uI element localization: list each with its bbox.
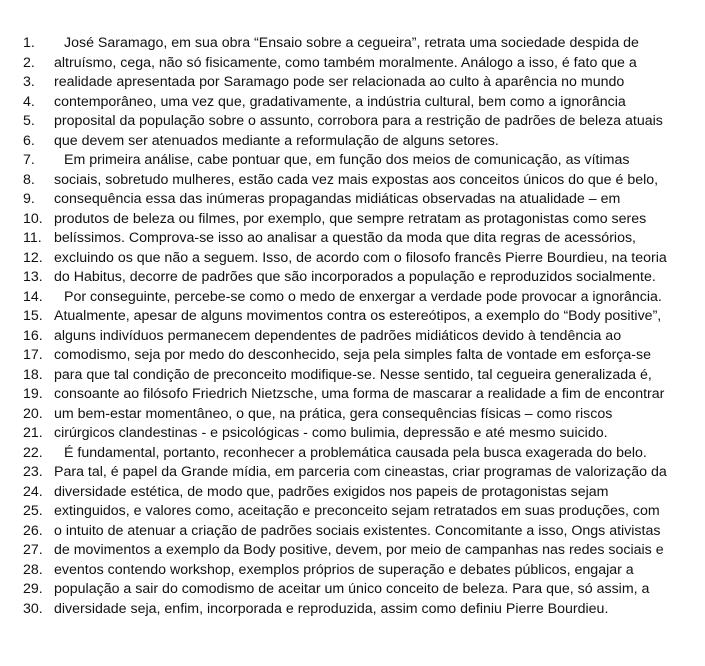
line-number: 26. [23, 522, 43, 539]
line-text: Em primeira análise, cabe pontuar que, em função dos meios de comunicação, as vítimas [64, 152, 630, 168]
line-text: diversidade seja, enfim, incorporada e reproduzida, assim como definiu Pierre Bourdieu. [54, 600, 609, 617]
essay-line [0, 288, 705, 308]
line-text: consequência essa das inúmeras propagandas midiáticas observadas na atualidade – em [54, 191, 621, 207]
essay-line [0, 249, 705, 269]
line-text: proposital da população sobre o assunto, corrobora para a restrição de padrões de beleza atuais [54, 113, 663, 129]
line-text: eventos contendo workshop, exemplos próprios de superação e debates públicos, engajar a [54, 561, 634, 578]
line-number: 9. [23, 191, 35, 207]
line-text: o intuito de atenuar a criação de padrões sociais existentes. Concomitante a isso, Ongs ativistas [54, 522, 661, 539]
line-text: José Saramago, em sua obra “Ensaio sobre a cegueira”, retrata uma sociedade despida de [64, 35, 639, 51]
essay-line [0, 541, 705, 561]
line-text: diversidade estética, de modo que, padrões exigidos nos papeis de protagonistas sejam [54, 483, 609, 500]
line-number: 25. [23, 503, 43, 519]
line-text: para que tal condição de preconceito modifique-se. Nesse sentido, tal cegueira generalizada é, [54, 366, 652, 383]
essay-line [0, 190, 705, 210]
essay-line [0, 229, 705, 249]
line-number: 29. [23, 581, 43, 597]
line-number: 30. [23, 600, 43, 617]
essay-line [0, 424, 705, 444]
line-text: do Habitus, decorre de padrões que são incorporados a população e reproduzidos socialmente. [54, 269, 656, 285]
line-number: 23. [23, 464, 43, 480]
line-number: 8. [23, 171, 35, 188]
line-text: consoante ao filósofo Friedrich Nietzsche, uma forma de mascarar a realidade a fim de encontrar [54, 386, 665, 402]
line-text: Por conseguinte, percebe-se como o medo de enxergar a verdade pode provocar a ignorância. [64, 288, 662, 305]
line-text: É fundamental, portanto, reconhecer a problemática causada pela busca exagerada do belo. [64, 444, 647, 461]
line-number: 4. [23, 93, 35, 110]
line-number: 18. [23, 366, 43, 383]
line-text: produtos de beleza ou filmes, por exemplo, que sempre retratam as protagonistas como seres [54, 210, 647, 227]
line-number: 10. [23, 210, 43, 227]
line-text: Atualmente, apesar de alguns movimentos contra os estereótipos, a exemplo do “Body positive”, [54, 308, 662, 324]
essay-line [0, 34, 705, 54]
line-text: cirúrgicos clandestinas - e psicológicas - como bulimia, depressão e até mesmo suicido. [54, 425, 608, 441]
essay-line [0, 54, 705, 74]
line-text: população a sair do comodismo de aceitar um único conceito de beleza. Para que, só assim, a [54, 581, 650, 597]
line-number: 22. [23, 444, 43, 461]
essay-line [0, 112, 705, 132]
essay-line [0, 171, 705, 191]
line-number: 13. [23, 269, 43, 285]
essay-line [0, 385, 705, 405]
line-number: 27. [23, 542, 43, 558]
line-text: comodismo, seja por medo do desconhecido, seja pela simples falta de vontade em esforça-se [54, 347, 651, 363]
essay-lines [0, 34, 705, 619]
line-number: 7. [23, 152, 35, 168]
essay-line [0, 268, 705, 288]
essay-line [0, 502, 705, 522]
essay-line [0, 307, 705, 327]
essay-line [0, 444, 705, 464]
line-number: 28. [23, 561, 43, 578]
essay-line [0, 93, 705, 113]
line-number: 15. [23, 308, 43, 324]
essay-line [0, 561, 705, 581]
line-number: 5. [23, 113, 35, 129]
line-text: sociais, sobretudo mulheres, estão cada vez mais expostas aos conceitos únicos do que é belo, [54, 171, 659, 188]
line-number: 17. [23, 347, 43, 363]
line-number: 20. [23, 405, 43, 422]
line-text: alguns indivíduos permanecem dependentes de padrões midiáticos devido à tendência ao [54, 327, 622, 344]
line-text: Para tal, é papel da Grande mídia, em parceria com cineastas, criar programas de valorização da [54, 464, 667, 480]
line-text: belíssimos. Comprova-se isso ao analisar a questão da moda que dita regras de acessórios, [54, 230, 636, 246]
line-number: 24. [23, 483, 43, 500]
line-text: um bem-estar momentâneo, o que, na prática, gera consequências físicas – como riscos [54, 405, 613, 422]
line-number: 11. [23, 230, 42, 246]
line-number: 6. [23, 132, 35, 149]
essay-line [0, 405, 705, 425]
line-text: altruísmo, cega, não só fisicamente, como também moralmente. Análogo a isso, é fato que a [54, 54, 637, 71]
essay-line [0, 132, 705, 152]
essay-line [0, 366, 705, 386]
line-text: excluindo os que não a seguem. Isso, de acordo com o filosofo francês Pierre Bourdieu, na teoria [54, 249, 667, 266]
essay-line [0, 327, 705, 347]
line-number: 2. [23, 54, 35, 71]
line-number: 14. [23, 288, 43, 305]
line-number: 19. [23, 386, 43, 402]
essay-line [0, 151, 705, 171]
line-number: 21. [23, 425, 43, 441]
line-text: extinguidos, e valores como, aceitação e preconceito sejam retratados em suas produções, com [54, 503, 660, 519]
essay-line [0, 346, 705, 366]
essay-line [0, 580, 705, 600]
essay-line [0, 483, 705, 503]
line-number: 16. [23, 327, 43, 344]
line-text: que devem ser atenuados mediante a reformulação de alguns setores. [54, 132, 499, 149]
line-text: de movimentos a exemplo da Body positive, devem, por meio de campanhas nas redes sociais e [54, 542, 664, 558]
line-number: 3. [23, 74, 35, 90]
essay-line [0, 600, 705, 620]
essay-line [0, 73, 705, 93]
line-number: 1. [23, 35, 35, 51]
essay-line [0, 463, 705, 483]
essay-line [0, 210, 705, 230]
line-text: realidade apresentada por Saramago pode ser relacionada ao culto à aparência no mundo [54, 74, 625, 90]
essay-line [0, 522, 705, 542]
line-number: 12. [23, 249, 43, 266]
line-text: contemporâneo, uma vez que, gradativamente, a indústria cultural, bem como a ignorância [54, 93, 626, 110]
